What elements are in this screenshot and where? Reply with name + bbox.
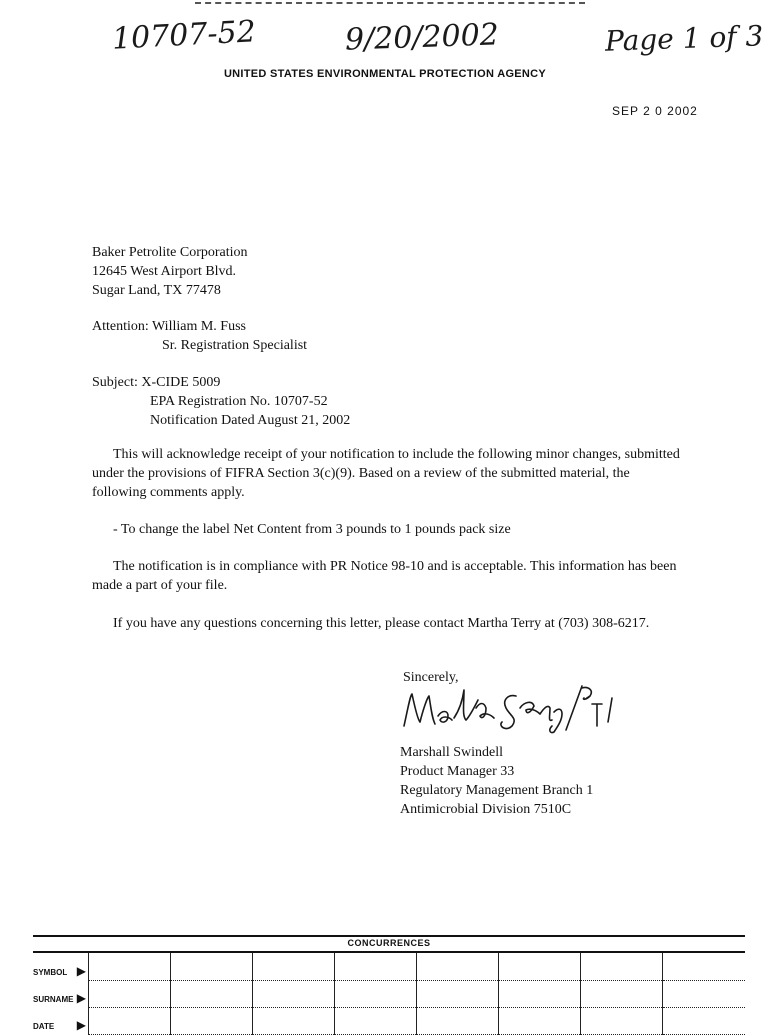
date-cell[interactable] (335, 1007, 417, 1034)
row-label-date: DATE ▶ (33, 1018, 86, 1032)
date-cell[interactable] (663, 1007, 745, 1034)
date-cell[interactable] (499, 1007, 581, 1034)
signer-name: Marshall Swindell (400, 745, 504, 760)
concurrences-title: CONCURRENCES (347, 938, 431, 948)
date-cell[interactable] (253, 1007, 335, 1034)
symbol-cell[interactable] (581, 953, 663, 980)
closing-salutation: Sincerely, (403, 670, 459, 685)
signer-title: Product Manager 33 (400, 764, 515, 779)
body-paragraph-1: This will acknowledge receipt of your notification to include the following minor changes, submitted under the provisions of FIFRA Section 3(c)(9). Based on a review of the submitted material, the following comments apply. (92, 447, 680, 500)
date-cell[interactable] (417, 1007, 499, 1034)
surname-cell[interactable] (89, 980, 171, 1007)
subject-product: X-CIDE 5009 (141, 375, 221, 390)
symbol-cell[interactable] (663, 953, 745, 980)
symbol-cell[interactable] (89, 953, 171, 980)
date-cell[interactable] (581, 1007, 663, 1034)
subject-notification: Notification Dated August 21, 2002 (150, 413, 351, 428)
recipient-city: Sugar Land, TX 77478 (92, 283, 221, 298)
concurrences-grid (33, 953, 745, 1035)
signature-block (400, 743, 593, 819)
signer-division: Antimicrobial Division 7510C (400, 802, 572, 817)
recipient-address (92, 243, 248, 300)
attention-name: William M. Fuss (152, 319, 246, 334)
symbol-cell[interactable] (417, 953, 499, 980)
surname-cell[interactable] (253, 980, 335, 1007)
recipient-street: 12645 West Airport Blvd. (92, 264, 237, 279)
date-cell[interactable] (89, 1007, 171, 1034)
date-cell[interactable] (171, 1007, 253, 1034)
symbol-cell[interactable] (335, 953, 417, 980)
concurrences-title-row (33, 937, 745, 953)
body-paragraph-2: The notification is in compliance with PR Notice 98-10 and is acceptable. This information has been made a part of your file. (92, 559, 677, 593)
symbol-cell[interactable] (499, 953, 581, 980)
handwritten-signature (398, 664, 638, 740)
symbol-cell[interactable] (253, 953, 335, 980)
surname-cell[interactable] (171, 980, 253, 1007)
surname-cell[interactable] (499, 980, 581, 1007)
date-stamp: SEP 2 0 2002 (612, 104, 698, 118)
row-label-symbol: SYMBOL ▶ (33, 964, 86, 978)
symbol-cell[interactable] (171, 953, 253, 980)
surname-cell[interactable] (663, 980, 745, 1007)
concurrences-table (33, 935, 745, 1035)
handwritten-date: 9/20/2002 (344, 17, 500, 58)
body-bullet: - To change the label Net Content from 3 pounds to 1 pounds pack size (113, 522, 511, 537)
attention-title: Sr. Registration Specialist (162, 338, 308, 353)
surname-cell[interactable] (581, 980, 663, 1007)
concurrences-row-symbol (33, 953, 745, 980)
surname-cell[interactable] (335, 980, 417, 1007)
signer-branch: Regulatory Management Branch 1 (400, 783, 594, 798)
attention-block (92, 317, 307, 355)
subject-reg-no: EPA Registration No. 10707-52 (150, 394, 328, 409)
row-label-surname: SURNAME ▶ (33, 991, 86, 1005)
attention-label: Attention: (92, 319, 149, 334)
agency-header: UNITED STATES ENVIRONMENTAL PROTECTION AGENCY (223, 68, 547, 80)
body-paragraph-3: If you have any questions concerning this letter, please contact Martha Terry at (703) 308-6217. (113, 616, 650, 631)
handwritten-page: Page 1 of 3 (604, 19, 764, 58)
concurrences-row-surname (33, 980, 745, 1007)
subject-block (92, 373, 350, 430)
top-scan-dashes (195, 2, 585, 4)
subject-label: Subject: (92, 375, 138, 390)
recipient-company: Baker Petrolite Corporation (92, 245, 248, 260)
handwritten-reg-number: 10707-52 (111, 14, 257, 57)
concurrences-row-date (33, 1007, 745, 1034)
surname-cell[interactable] (417, 980, 499, 1007)
